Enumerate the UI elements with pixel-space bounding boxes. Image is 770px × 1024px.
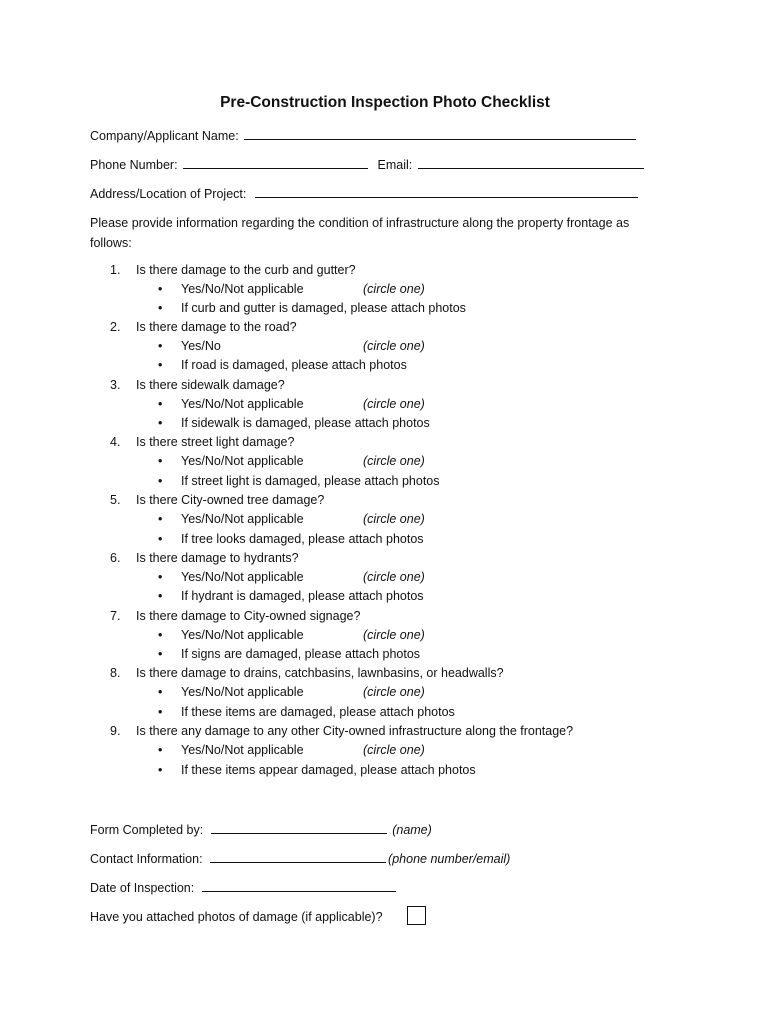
address-row bbox=[90, 185, 640, 204]
question-8: 8. Is there damage to drains, catchbasins, lawnbasins, or headwalls? bbox=[110, 666, 504, 680]
question-2: 2. Is there damage to the road? bbox=[110, 320, 297, 334]
answer-1[interactable]: • Yes/No/Not applicable bbox=[158, 282, 304, 296]
answer-3[interactable]: • Yes/No/Not applicable bbox=[158, 397, 304, 411]
circle-one-note-2: (circle one) bbox=[363, 339, 425, 353]
question-7: 7. Is there damage to City-owned signage? bbox=[110, 609, 361, 623]
contact-info-row bbox=[90, 850, 510, 869]
date-field[interactable] bbox=[202, 879, 396, 892]
note-4: • If street light is damaged, please attach photos bbox=[158, 474, 440, 488]
question-4: 4. Is there street light damage? bbox=[110, 435, 295, 449]
circle-one-note-1: (circle one) bbox=[363, 282, 425, 296]
photos-attached-checkbox[interactable] bbox=[407, 906, 426, 925]
company-name-row bbox=[90, 127, 638, 146]
page-title: Pre-Construction Inspection Photo Checklist bbox=[220, 94, 550, 111]
email-label: Email: bbox=[377, 158, 413, 172]
question-9: 9. Is there any damage to any other City-owned infrastructure along the frontage? bbox=[110, 724, 574, 738]
circle-one-note-6: (circle one) bbox=[363, 570, 425, 584]
intro-paragraph: Please provide information regarding the condition of infrastructure along the property frontage as follows: bbox=[90, 216, 630, 250]
answer-8[interactable]: • Yes/No/Not applicable bbox=[158, 685, 304, 699]
note-1: • If curb and gutter is damaged, please attach photos bbox=[158, 301, 466, 315]
answer-9[interactable]: • Yes/No/Not applicable bbox=[158, 743, 304, 757]
circle-one-note-7: (circle one) bbox=[363, 628, 425, 642]
question-5: 5. Is there City-owned tree damage? bbox=[110, 493, 325, 507]
question-1: 1. Is there damage to the curb and gutter? bbox=[110, 263, 356, 277]
answer-2[interactable]: • Yes/No bbox=[158, 339, 221, 353]
contact-info-field[interactable] bbox=[210, 850, 386, 863]
note-3: • If sidewalk is damaged, please attach photos bbox=[158, 416, 430, 430]
circle-one-note-4: (circle one) bbox=[363, 454, 425, 468]
answer-5[interactable]: • Yes/No/Not applicable bbox=[158, 512, 304, 526]
question-6: 6. Is there damage to hydrants? bbox=[110, 551, 299, 565]
note-6: • If hydrant is damaged, please attach photos bbox=[158, 589, 424, 603]
phone-number-label: Phone Number: bbox=[90, 158, 178, 172]
answer-4[interactable]: • Yes/No/Not applicable bbox=[158, 454, 304, 468]
company-name-label: Company/Applicant Name: bbox=[90, 129, 239, 143]
question-3: 3. Is there sidewalk damage? bbox=[110, 378, 285, 392]
note-7: • If signs are damaged, please attach photos bbox=[158, 647, 421, 661]
answer-7[interactable]: • Yes/No/Not applicable bbox=[158, 628, 304, 642]
contact-info-label: Contact Information: bbox=[90, 852, 203, 866]
note-9: • If these items appear damaged, please attach photos bbox=[158, 763, 476, 777]
form-completed-row bbox=[90, 821, 432, 840]
address-label: Address/Location of Project: bbox=[90, 187, 247, 201]
note-5: • If tree looks damaged, please attach photos bbox=[158, 532, 424, 546]
date-row bbox=[90, 879, 398, 898]
photos-attached-label: Have you attached photos of damage (if applicable)? bbox=[90, 910, 383, 924]
company-name-field[interactable] bbox=[244, 127, 636, 140]
circle-one-note-8: (circle one) bbox=[363, 685, 425, 699]
circle-one-note-9: (circle one) bbox=[363, 743, 425, 757]
date-label: Date of Inspection: bbox=[90, 881, 195, 895]
note-8: • If these items are damaged, please attach photos bbox=[158, 705, 455, 719]
photos-attached-row bbox=[90, 908, 383, 927]
circle-one-note-5: (circle one) bbox=[363, 512, 425, 526]
name-hint: (name) bbox=[392, 823, 432, 837]
form-completed-label: Form Completed by: bbox=[90, 823, 204, 837]
phone-email-row bbox=[90, 156, 646, 175]
note-2: • If road is damaged, please attach photos bbox=[158, 358, 407, 372]
answer-6[interactable]: • Yes/No/Not applicable bbox=[158, 570, 304, 584]
phone-number-field[interactable] bbox=[183, 156, 368, 169]
address-field[interactable] bbox=[255, 185, 638, 198]
contact-hint: (phone number/email) bbox=[388, 852, 511, 866]
email-field[interactable] bbox=[418, 156, 644, 169]
form-completed-field[interactable] bbox=[211, 821, 387, 834]
circle-one-note-3: (circle one) bbox=[363, 397, 425, 411]
